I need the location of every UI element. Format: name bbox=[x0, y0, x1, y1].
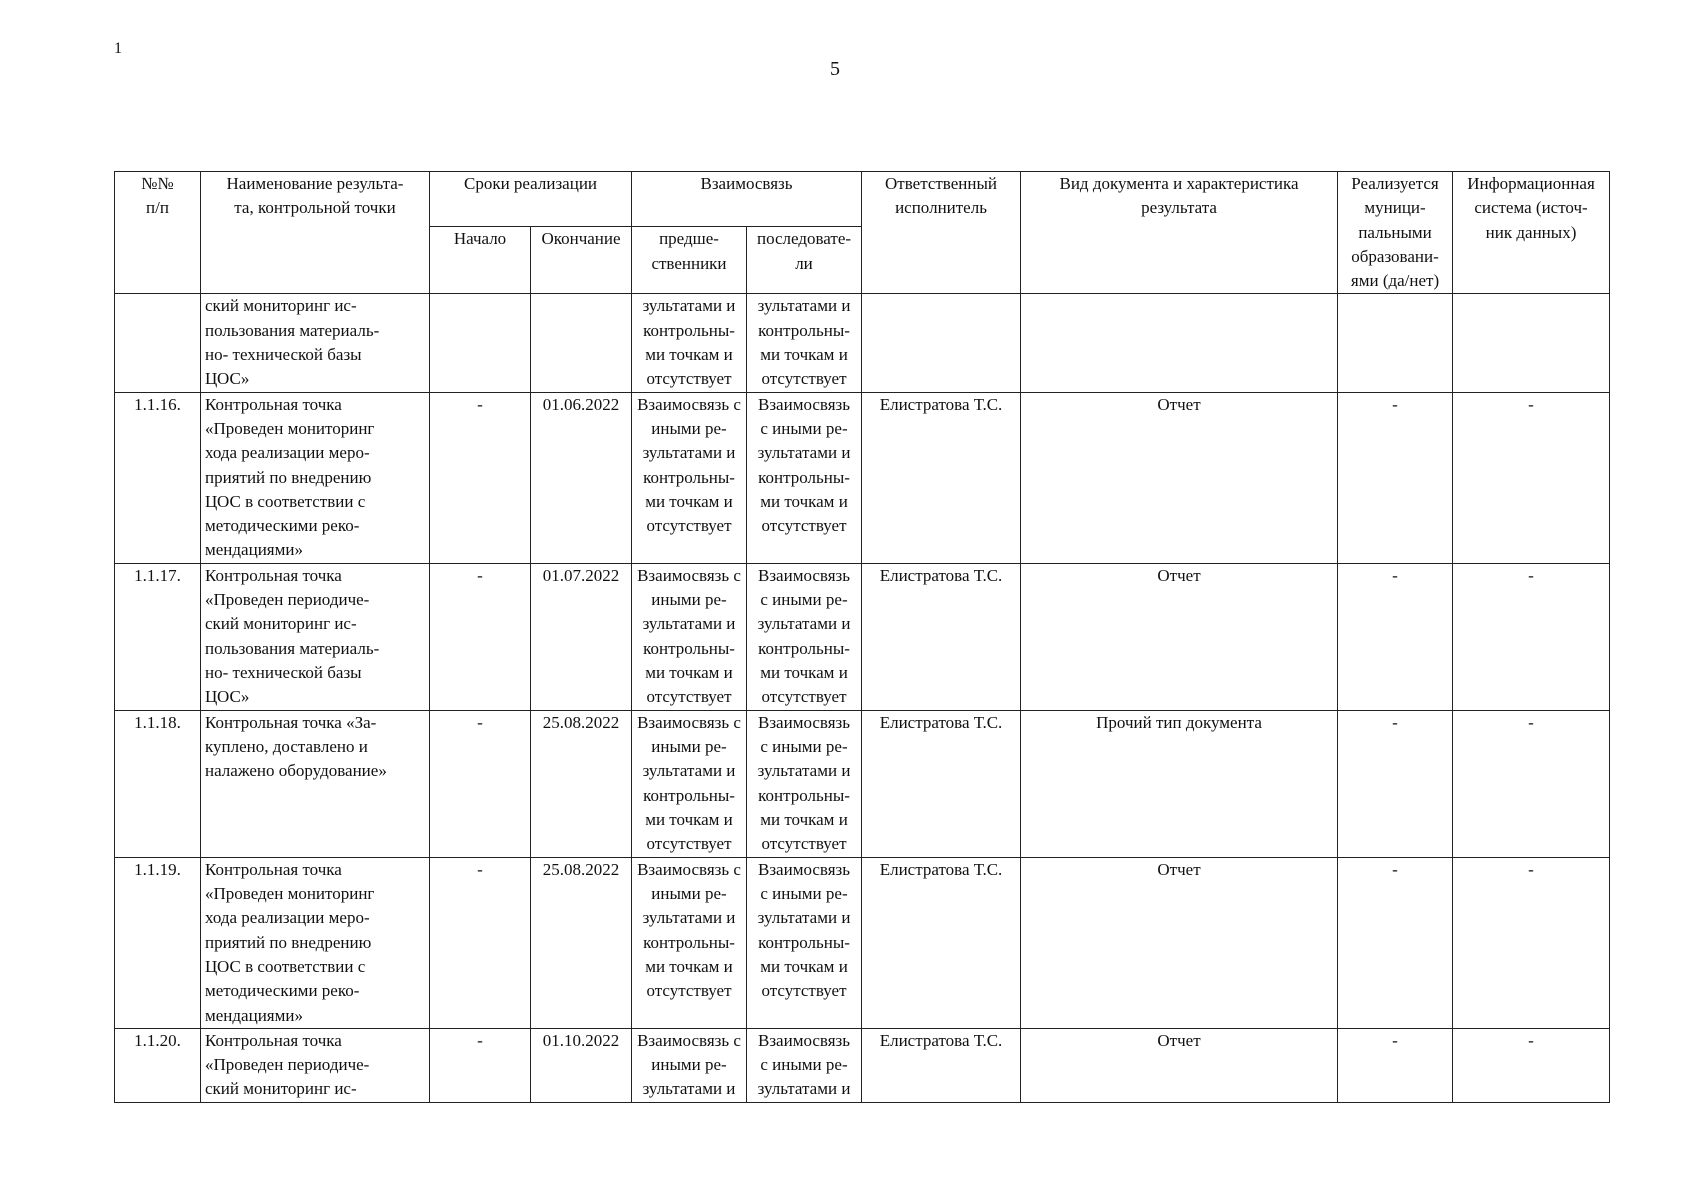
row-successors: Взаимосвязь с иными ре- зультатами и bbox=[747, 1028, 862, 1102]
row-start bbox=[430, 294, 531, 392]
row-end: 01.07.2022 bbox=[531, 563, 632, 710]
table-row bbox=[115, 563, 1610, 710]
row-municipal bbox=[1338, 294, 1453, 392]
row-start: - bbox=[430, 1028, 531, 1102]
table-row bbox=[115, 294, 1610, 392]
row-number bbox=[115, 294, 201, 392]
row-responsible: Елистратова Т.С. bbox=[862, 392, 1021, 563]
row-successors: Взаимосвязь с иными ре- зультатами и контрольны- ми точкам и отсутствует bbox=[747, 563, 862, 710]
row-predecessors: Взаимосвязь с иными ре- зультатами и bbox=[632, 1028, 747, 1102]
header-predecessors: предше- ственники bbox=[632, 227, 747, 294]
row-start: - bbox=[430, 563, 531, 710]
row-document: Отчет bbox=[1021, 1028, 1338, 1102]
row-document: Отчет bbox=[1021, 392, 1338, 563]
row-responsible: Елистратова Т.С. bbox=[862, 1028, 1021, 1102]
row-number: 1.1.16. bbox=[115, 392, 201, 563]
header-responsible: Ответственный исполнитель bbox=[862, 172, 1021, 294]
row-responsible: Елистратова Т.С. bbox=[862, 710, 1021, 857]
row-successors: Взаимосвязь с иными ре- зультатами и контрольны- ми точкам и отсутствует bbox=[747, 392, 862, 563]
row-document: Отчет bbox=[1021, 563, 1338, 710]
row-name: Контрольная точка «Проведен мониторинг хода реализации меро- приятий по внедрению ЦОС в соответствии с методическими реко- мендациями» bbox=[201, 857, 430, 1028]
row-info-system: - bbox=[1453, 392, 1610, 563]
header-successors: последовате- ли bbox=[747, 227, 862, 294]
row-end: 01.10.2022 bbox=[531, 1028, 632, 1102]
row-municipal: - bbox=[1338, 857, 1453, 1028]
row-successors: Взаимосвязь с иными ре- зультатами и контрольны- ми точкам и отсутствует bbox=[747, 857, 862, 1028]
row-info-system: - bbox=[1453, 563, 1610, 710]
row-number: 1.1.17. bbox=[115, 563, 201, 710]
page-number: 5 bbox=[830, 58, 840, 80]
row-document: Отчет bbox=[1021, 857, 1338, 1028]
row-responsible: Елистратова Т.С. bbox=[862, 857, 1021, 1028]
header-start: Начало bbox=[430, 227, 531, 294]
row-end: 01.06.2022 bbox=[531, 392, 632, 563]
row-info-system bbox=[1453, 294, 1610, 392]
row-start: - bbox=[430, 392, 531, 563]
row-predecessors: зультатами и контрольны- ми точкам и отсутствует bbox=[632, 294, 747, 392]
row-municipal: - bbox=[1338, 1028, 1453, 1102]
row-name: Контрольная точка «Проведен периодиче- ский мониторинг ис- bbox=[201, 1028, 430, 1102]
row-responsible: Елистратова Т.С. bbox=[862, 563, 1021, 710]
row-end bbox=[531, 294, 632, 392]
header-num: №№ п/п bbox=[115, 172, 201, 294]
row-end: 25.08.2022 bbox=[531, 710, 632, 857]
row-document: Прочий тип документа bbox=[1021, 710, 1338, 857]
corner-mark: 1 bbox=[114, 40, 122, 57]
header-document: Вид документа и характеристика результата bbox=[1021, 172, 1338, 294]
row-predecessors: Взаимосвязь с иными ре- зультатами и контрольны- ми точкам и отсутствует bbox=[632, 710, 747, 857]
row-document bbox=[1021, 294, 1338, 392]
row-start: - bbox=[430, 710, 531, 857]
table-row bbox=[115, 857, 1610, 1028]
row-predecessors: Взаимосвязь с иными ре- зультатами и контрольны- ми точкам и отсутствует bbox=[632, 392, 747, 563]
header-name: Наименование результа- та, контрольной точки bbox=[201, 172, 430, 294]
header-info-system: Информационная система (источ- ник данных) bbox=[1453, 172, 1610, 294]
row-info-system: - bbox=[1453, 1028, 1610, 1102]
row-municipal: - bbox=[1338, 392, 1453, 563]
row-number: 1.1.20. bbox=[115, 1028, 201, 1102]
row-name: Контрольная точка «Проведен периодиче- ский мониторинг ис- пользования материаль- но- технической базы ЦОС» bbox=[201, 563, 430, 710]
table-row bbox=[115, 710, 1610, 857]
row-predecessors: Взаимосвязь с иными ре- зультатами и контрольны- ми точкам и отсутствует bbox=[632, 857, 747, 1028]
row-start: - bbox=[430, 857, 531, 1028]
row-number: 1.1.18. bbox=[115, 710, 201, 857]
row-info-system: - bbox=[1453, 857, 1610, 1028]
row-successors: зультатами и контрольны- ми точкам и отсутствует bbox=[747, 294, 862, 392]
row-successors: Взаимосвязь с иными ре- зультатами и контрольны- ми точкам и отсутствует bbox=[747, 710, 862, 857]
row-name: Контрольная точка «За- куплено, доставлено и налажено оборудование» bbox=[201, 710, 430, 857]
table-row bbox=[115, 392, 1610, 563]
row-info-system: - bbox=[1453, 710, 1610, 857]
row-end: 25.08.2022 bbox=[531, 857, 632, 1028]
header-link: Взаимосвязь bbox=[632, 172, 862, 227]
row-municipal: - bbox=[1338, 563, 1453, 710]
row-name: ский мониторинг ис- пользования материаль- но- технической базы ЦОС» bbox=[201, 294, 430, 392]
row-name: Контрольная точка «Проведен мониторинг хода реализации меро- приятий по внедрению ЦОС в соответствии с методическими реко- мендациями» bbox=[201, 392, 430, 563]
header-end: Окончание bbox=[531, 227, 632, 294]
header-terms: Сроки реализации bbox=[430, 172, 632, 227]
header-municipal: Реализуется муници- пальными образовани- ями (да/нет) bbox=[1338, 172, 1453, 294]
plan-table bbox=[114, 171, 1610, 1103]
row-responsible bbox=[862, 294, 1021, 392]
row-predecessors: Взаимосвязь с иными ре- зультатами и контрольны- ми точкам и отсутствует bbox=[632, 563, 747, 710]
table-row bbox=[115, 1028, 1610, 1102]
row-number: 1.1.19. bbox=[115, 857, 201, 1028]
row-municipal: - bbox=[1338, 710, 1453, 857]
